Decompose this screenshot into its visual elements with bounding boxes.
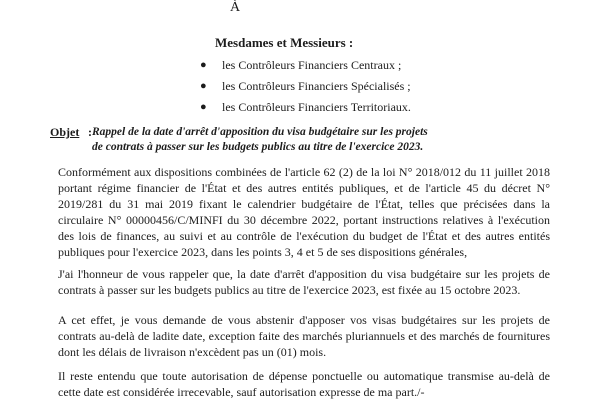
paragraph-line: Conformément aux dispositions combinées de l'article 62 (2) de la loi N° 2018/012 du 11 juillet 2018 xyxy=(58,165,550,179)
paragraph-line: circulaire N° 00000456/C/MINFI du 30 décembre 2022, portant instructions relatives à l'exécution xyxy=(58,213,550,227)
recipient-list xyxy=(200,55,411,118)
bullet-icon: ● xyxy=(200,101,207,113)
recipient-text: les Contrôleurs Financiers Centraux ; xyxy=(222,58,402,72)
recipient-item xyxy=(200,55,411,76)
paragraph-line: 2019/281 du 31 mai 2019 fixant le calendrier budgétaire de l'État, telles que précisées dans la xyxy=(58,197,550,211)
paragraph-line: portant régime financier de l'État et des autres entités publiques, et de l'article 45 du décret N° xyxy=(58,181,550,195)
objet-line: de contrats à passer sur les budgets publics au titre de l'exercice 2023. xyxy=(92,141,424,153)
recipient-item xyxy=(200,76,411,97)
recipient-text: les Contrôleurs Financiers Spécialisés ; xyxy=(222,79,411,93)
recipient-item xyxy=(200,97,411,118)
paragraph-line: dont les délais de livraison n'excèdent pas un (01) mois. xyxy=(58,345,327,359)
paragraph-closing xyxy=(58,368,550,400)
bullet-icon: ● xyxy=(200,80,207,92)
addressee-prefix: À xyxy=(230,0,241,15)
paragraph-line: Il reste entendu que toute autorisation de dépense ponctuelle ou automatique transmise au-delà de xyxy=(58,369,550,383)
paragraph-line: cette date est considérée irrecevable, sauf autorisation expresse de ma part./- xyxy=(58,385,425,399)
paragraph-line: publiques pour l'exercice 2023, dans les points 3, 4 et 5 de ses dispositions générales, xyxy=(58,245,468,259)
paragraph-deadline xyxy=(58,266,550,298)
paragraph-line: contrats au-delà de ladite date, exception faite des marchés pluriannuels et des marchés de fournitures xyxy=(58,329,550,343)
bullet-icon: ● xyxy=(200,59,207,71)
objet-colon: : xyxy=(88,125,92,139)
objet-subject xyxy=(92,125,428,155)
paragraph-line: contrats à passer sur les budgets publics au titre de l'exercice 2023, est fixée au 15 octobre 2023. xyxy=(58,283,521,297)
paragraph-legal-basis xyxy=(58,164,550,260)
objet-line: Rappel de la date d'arrêt d'apposition du visa budgétaire sur les projets xyxy=(92,126,428,138)
recipient-text: les Contrôleurs Financiers Territoriaux. xyxy=(222,100,411,114)
paragraph-instructions xyxy=(58,312,550,360)
salutation: Mesdames et Messieurs : xyxy=(215,35,354,50)
paragraph-line: A cet effet, je vous demande de vous abstenir d'apposer vos visas budgétaires sur les projets de xyxy=(58,313,550,327)
paragraph-line: des lois de finances, au suivi et au contrôle de l'exécution du budget de l'État et des autres entités xyxy=(58,229,550,243)
objet-label: Objet xyxy=(50,125,80,139)
paragraph-line: J'ai l'honneur de vous rappeler que, la date d'arrêt d'apposition du visa budgétaire sur les projets de xyxy=(58,267,550,281)
